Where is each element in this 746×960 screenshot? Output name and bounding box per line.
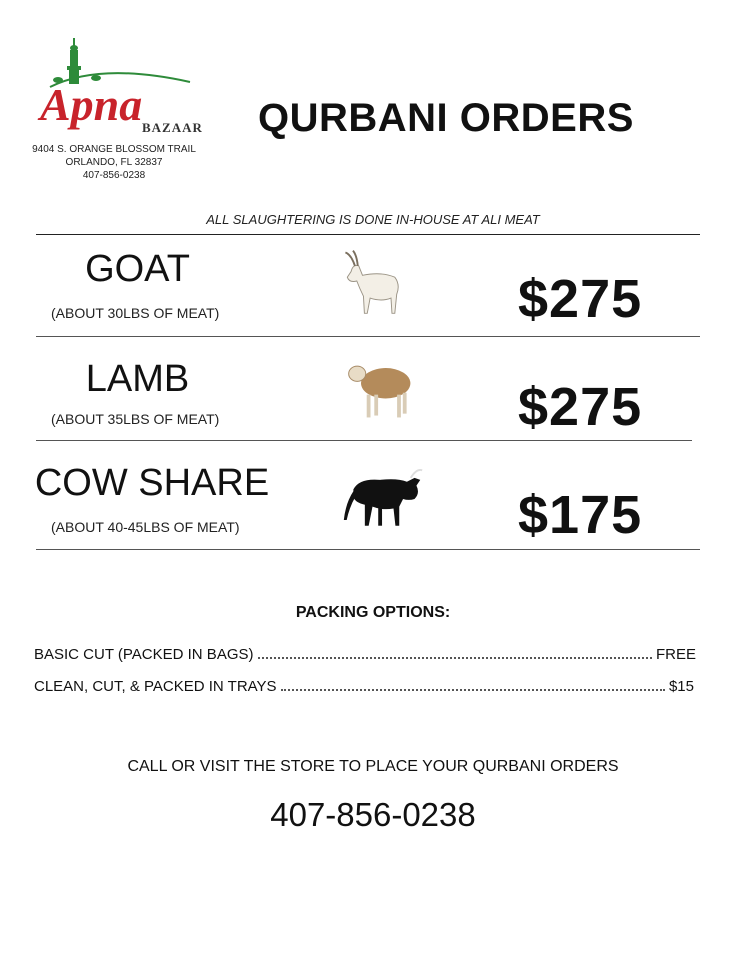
item-price-lamb: $275 <box>518 377 643 437</box>
bull-icon <box>340 464 426 532</box>
packing-option-label: BASIC CUT (PACKED IN BAGS) <box>34 646 254 663</box>
page-title: QURBANI ORDERS <box>258 96 634 140</box>
apna-bazaar-logo <box>30 32 210 142</box>
item-price-goat: $275 <box>518 269 643 329</box>
store-address-street: 9404 S. ORANGE BLOSSOM TRAIL <box>32 144 196 155</box>
item-note-lamb: (ABOUT 35LBS OF MEAT) <box>51 411 220 427</box>
store-address-phone: 407-856-0238 <box>82 170 146 181</box>
packing-option-price: FREE <box>655 646 696 663</box>
packing-option-basic <box>34 646 696 663</box>
store-phone: 407-856-0238 <box>270 796 476 833</box>
logo-subtext: BAZAAR <box>142 120 203 135</box>
packing-option-label: CLEAN, CUT, & PACKED IN TRAYS <box>34 678 277 695</box>
sheep-icon <box>342 352 418 424</box>
divider <box>36 440 692 441</box>
item-note-goat: (ABOUT 30LBS OF MEAT) <box>51 305 220 321</box>
item-note-cow-share: (ABOUT 40-45LBS OF MEAT) <box>51 519 240 535</box>
packing-option-trays <box>34 678 694 695</box>
item-name-goat: GOAT <box>85 248 190 290</box>
call-to-action: CALL OR VISIT THE STORE TO PLACE YOUR QURBANI ORDERS <box>127 758 619 775</box>
packing-option-price: $15 <box>668 678 694 695</box>
divider <box>36 234 700 235</box>
item-name-cow-share: COW SHARE <box>34 462 270 504</box>
divider <box>36 549 700 550</box>
slaughter-notice: ALL SLAUGHTERING IS DONE IN-HOUSE AT ALI MEAT <box>206 212 540 227</box>
divider <box>36 336 700 337</box>
leader-dots <box>258 657 652 659</box>
logo-wordmark: Apna <box>40 79 143 130</box>
item-price-cow-share: $175 <box>518 485 643 545</box>
goat-icon <box>334 242 410 320</box>
packing-options-heading: PACKING OPTIONS: <box>295 604 451 621</box>
item-name-lamb: LAMB <box>85 358 190 400</box>
store-address-city: ORLANDO, FL 32837 <box>65 157 163 168</box>
leader-dots <box>281 689 665 691</box>
